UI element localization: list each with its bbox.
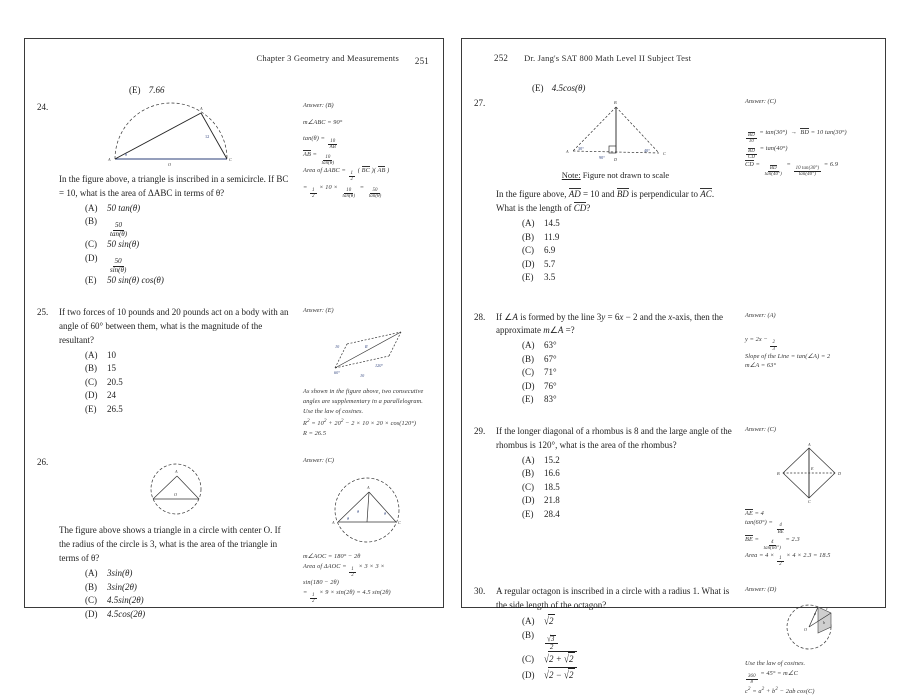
choice-d[interactable] [496, 667, 735, 683]
answer-line-3: $c^2 = a^2 + b^2 - 2ab$ cos(C) [745, 686, 815, 696]
right-page-running-head [474, 53, 873, 71]
choice-e-value: 50 sin(θ) cos(θ) [107, 275, 164, 286]
choice-b[interactable] [59, 362, 293, 376]
problem-26-stem: The figure above shows a triangle in a circle with center O. If the radius of the circle is 3, what is the area of the triangle in terms of θ? [59, 525, 281, 564]
svg-text:A: A [808, 441, 811, 447]
answer-line-1: $\frac{BD}{10}$ = tan(30°) → BD = 10 tan(30°) [748, 128, 847, 144]
svg-text:R: R [365, 344, 368, 350]
answer-line-3: m∠A = 63° [745, 362, 777, 370]
svg-text:C: C [398, 520, 401, 526]
choice-e[interactable] [496, 271, 735, 285]
answer-head: Answer: (C) [745, 425, 776, 433]
answer-line-1: AE = 4 [745, 509, 764, 517]
choice-c-label: (C) [522, 654, 534, 665]
choice-a-value: 50 tan(θ) [107, 202, 141, 213]
svg-text:C: C [808, 498, 811, 504]
problem-30-answer-figure [745, 602, 873, 654]
choice-d-value: $\frac{50}{\sin(\theta)}$ [110, 257, 127, 274]
choice-c-value: 6.9 [544, 245, 556, 256]
choice-c-label: (C) [522, 481, 534, 492]
svg-text:30°: 30° [577, 146, 584, 151]
svg-text:c: c [826, 606, 828, 612]
choice-b[interactable] [496, 231, 735, 245]
svg-text:D: D [838, 470, 842, 476]
answer-line-2: Use the law of cosines. [303, 407, 364, 415]
orphan-choice-e [37, 85, 431, 95]
choice-d-label: (D) [522, 258, 535, 269]
choice-b[interactable] [59, 581, 293, 595]
answer-line-1: m∠AOC = 180° − 2θ [303, 553, 361, 561]
choice-c-value: 18.5 [544, 481, 560, 492]
svg-text:O: O [804, 627, 808, 633]
problem-27-note: Note: Figure not drawn to scale [561, 170, 670, 180]
answer-head: Answer: (A) [745, 311, 776, 319]
svg-text:C: C [662, 151, 666, 156]
answer-line-1: y = 2x − $\frac{2}{3}$ [745, 336, 776, 352]
problem-30 [474, 585, 873, 697]
svg-text:A: A [332, 520, 335, 526]
choice-b-label: (B) [85, 581, 97, 592]
choice-c[interactable] [496, 366, 735, 380]
answer-line-3: AB = $\frac{10}{\tan(\theta)}$ [303, 150, 335, 167]
choice-c[interactable] [496, 244, 735, 258]
svg-text:40°: 40° [643, 148, 650, 153]
choice-e-label: (E) [522, 394, 534, 405]
problem-29-answer [745, 425, 873, 568]
choice-b[interactable] [496, 467, 735, 481]
problem-27-figure [496, 101, 735, 163]
svg-text:10: 10 [360, 373, 365, 379]
choice-a-value: √2 [544, 614, 554, 628]
choice-d-label: (D) [85, 608, 98, 619]
orphan-choice-label: (E) [129, 85, 141, 95]
choice-c-value: 71° [544, 367, 557, 378]
left-page [24, 38, 444, 619]
problem-29-stem: If the longer diagonal of a rhombus is 8 and the large angle of the rhombus is 120°, what is the area of the rhombus? [496, 425, 732, 450]
problem-30-answer [745, 585, 873, 697]
left-page-number: 251 [414, 56, 429, 66]
choice-b-value: 67° [544, 353, 557, 364]
choice-c-label: (C) [85, 376, 97, 387]
choice-e-value: 26.5 [107, 403, 123, 414]
choice-c-label: (C) [522, 367, 534, 378]
answer-line-3: CD = $\frac{BD}{\tan(40^\circ)}$ = $\frac{10 \tan(30^\circ)}{\tan(40^\circ)}$ = 6.9 [745, 161, 839, 177]
problem-24-figure [59, 105, 293, 167]
choice-a-value: 63° [544, 340, 557, 351]
choice-b-label: (B) [85, 363, 97, 373]
choice-e-label: (E) [85, 403, 97, 414]
problem-29-answer-figure [745, 442, 873, 504]
svg-text:12: 12 [205, 134, 210, 139]
problem-28-number: 28. [474, 311, 486, 322]
choice-b[interactable] [496, 353, 735, 367]
answer-line-3: $R^2 = 10^2 + 20^2 - 2 \times 10 \times 20 \times \cos(120^\circ)$ [303, 417, 417, 427]
choice-e[interactable] [496, 508, 735, 522]
svg-text:A: A [200, 106, 203, 111]
svg-text:b: b [823, 620, 826, 626]
choice-b-label: (B) [522, 468, 534, 479]
svg-text:A: A [367, 485, 370, 491]
svg-text:10: 10 [335, 344, 340, 350]
problem-25 [37, 306, 431, 439]
choice-e[interactable] [59, 274, 293, 288]
choice-d-label: (D) [522, 495, 535, 506]
answer-line-1: As shown in the figure above, two consecutive angles are supplementary in a parallelogram. [303, 388, 424, 406]
choice-a[interactable] [496, 217, 735, 231]
answer-head: Answer: (C) [303, 457, 334, 465]
problem-25-answer-figure [303, 322, 431, 382]
choice-a-value: 3sin(θ) [107, 568, 133, 579]
problem-28-answer [745, 311, 873, 372]
choice-a-label: (A) [522, 340, 535, 351]
problem-25-stem: If two forces of 10 pounds and 20 pounds act on a body with an angle of 60° between them, what is the magnitude of the resultant? [59, 306, 289, 345]
choice-c-label: (C) [85, 595, 97, 606]
orphan-choice-value: 4.5cos(θ) [551, 83, 586, 93]
svg-text:θ: θ [357, 509, 360, 515]
choice-e-label: (E) [85, 275, 97, 286]
choice-b-label: (B) [522, 231, 534, 242]
choice-a-value: 14.5 [544, 218, 560, 229]
choice-d-label: (D) [85, 390, 98, 400]
choice-a[interactable] [59, 202, 293, 216]
svg-text:O: O [168, 162, 172, 167]
choice-b-value: 16.6 [544, 468, 560, 479]
problem-25-number: 25. [37, 306, 49, 317]
problem-27-answer [745, 97, 873, 177]
choice-c[interactable] [496, 651, 735, 667]
problem-25-choices [59, 349, 293, 417]
svg-text:θ: θ [384, 511, 387, 517]
answer-line-1: m∠ABC = 90° [303, 118, 343, 126]
choice-d-value: 21.8 [544, 495, 560, 506]
choice-a[interactable] [496, 339, 735, 353]
problem-27-stem: In the figure above, AD = 10 and BD is perpendicular to AC. What is the length of CD? [496, 189, 715, 214]
answer-line-2: $\frac{360}{8}$ = 45° = m∠C [748, 669, 798, 686]
problem-27-number: 27. [474, 98, 486, 108]
choice-a-label: (A) [85, 349, 98, 360]
choice-c[interactable] [496, 481, 735, 495]
choice-d[interactable] [59, 608, 293, 622]
choice-c-label: (C) [522, 245, 534, 256]
problem-24-answer [303, 101, 431, 199]
answer-line-1: Use the law of cosines. [745, 660, 806, 668]
choice-a[interactable] [59, 349, 293, 363]
answer-line-4: = $\frac{1}{2}$ × 9 × sin(2θ) = 4.5 sin(2θ) [303, 588, 391, 605]
problem-24-number: 24. [37, 102, 49, 112]
svg-text:A: A [175, 469, 178, 475]
choice-e-value: 28.4 [544, 508, 560, 519]
answer-line-2: Area of ΔAOC = $\frac{1}{2}$ × 3 × 3 × [303, 562, 385, 578]
choice-d-value: 76° [544, 380, 557, 391]
choice-b-label: (B) [522, 629, 534, 640]
problem-24 [37, 101, 431, 288]
orphan-choice-label: (E) [532, 83, 544, 93]
answer-line-4: R = 26.5 [303, 429, 327, 437]
choice-b-value: 3sin(2θ) [107, 581, 137, 592]
problem-30-number: 30. [474, 586, 486, 597]
answer-line-3: sin(180 − 2θ) [303, 579, 339, 587]
choice-c-label: (C) [85, 239, 97, 250]
choice-a-value: 10 [107, 349, 116, 360]
chapter-title: Chapter 3 Geometry and Measurements [256, 53, 399, 63]
choice-e-label: (E) [522, 508, 534, 519]
svg-text:60°: 60° [334, 370, 340, 376]
choice-c[interactable] [59, 238, 293, 252]
problem-29-number: 29. [474, 425, 486, 436]
answer-line-4: Area = 4 × $\frac{1}{2}$ × 4 × 2.3 = 18.5 [745, 552, 831, 568]
answer-line-2: Slope of the Line = tan(∠A) = 2 [745, 352, 831, 360]
choice-a-label: (A) [85, 568, 98, 579]
choice-b[interactable] [59, 215, 293, 238]
choice-a-label: (A) [522, 454, 535, 465]
svg-text:A: A [108, 157, 111, 162]
choice-b-value: $\frac{√3}{2}$ [544, 629, 559, 652]
choice-d-value: 4.5cos(2θ) [107, 608, 146, 619]
orphan-choice-e [474, 83, 873, 93]
choice-b-value: 11.9 [544, 231, 560, 242]
answer-head: Answer: (E) [303, 306, 334, 314]
choice-d[interactable] [59, 389, 293, 403]
choice-a[interactable] [59, 567, 293, 581]
problem-26-number: 26. [37, 457, 49, 468]
book-title: Dr. Jang's SAT 800 Math Level II Subject Test [524, 53, 692, 63]
answer-head: Answer: (C) [745, 98, 776, 105]
choice-b-label: (B) [85, 216, 97, 227]
svg-text:C: C [229, 157, 232, 162]
choice-c[interactable] [59, 376, 293, 390]
answer-line-2: tan(θ) = $\frac{10}{AB}$ [303, 134, 336, 150]
choice-a-label: (A) [522, 616, 535, 627]
svg-text:120°: 120° [375, 363, 383, 369]
orphan-choice-value: 7.66 [148, 85, 165, 95]
svg-text:90°: 90° [598, 155, 605, 160]
svg-text:θ: θ [125, 152, 128, 157]
problem-24-stem: In the figure above, a triangle is inscribed in a semicircle. If BC = 10, what is the area of ΔABC in terms of θ? [59, 174, 289, 198]
choice-e-value: 83° [544, 394, 557, 405]
choice-a[interactable] [496, 454, 735, 468]
choice-d-value: √2 − √2 [544, 667, 577, 683]
choice-d-label: (D) [522, 669, 535, 680]
choice-c-value: 4.5sin(2θ) [107, 595, 144, 606]
problem-30-choices [496, 614, 735, 682]
problem-27-choices [496, 217, 735, 285]
problem-26-answer [303, 456, 431, 604]
problem-30-stem: A regular octagon is inscribed in a circle with a radius 1. What is the side length of the octagon? [496, 586, 730, 611]
right-page [461, 38, 886, 696]
right-page-number: 252 [494, 53, 509, 63]
choice-c-value: 50 sin(θ) [107, 239, 140, 250]
answer-line-5: = $\frac{1}{2}$ × 10 × $\frac{10}{\tan(\theta)}$ = $\frac{50}{\tan(\theta)}$ [303, 183, 382, 199]
choice-c[interactable] [59, 594, 293, 608]
choice-d[interactable] [59, 252, 293, 275]
svg-text:a: a [814, 611, 817, 617]
answer-head: Answer: (B) [303, 102, 334, 109]
answer-line-4: Area of ΔABC = $\frac{1}{2}$ ( BC )( AB ) [303, 167, 390, 183]
choice-b-label: (B) [522, 353, 534, 364]
svg-text:E: E [811, 465, 814, 471]
choice-e[interactable] [496, 393, 735, 407]
problem-24-choices [59, 202, 293, 288]
choice-c-value: √2 + √2 [544, 651, 577, 667]
answer-line-2: $\frac{BD}{CD}$ = tan(40°) [748, 145, 788, 161]
choice-e[interactable] [59, 403, 293, 417]
choice-d-label: (D) [522, 380, 535, 391]
svg-text:B: B [613, 100, 617, 105]
problem-27 [474, 97, 873, 285]
problem-26 [37, 456, 431, 621]
problem-26-figure [59, 460, 293, 518]
left-page-running-head [37, 53, 431, 71]
choice-a-label: (A) [85, 202, 98, 213]
problem-29-choices [496, 454, 735, 522]
choice-d[interactable] [496, 380, 735, 394]
svg-text:D: D [613, 157, 617, 162]
problem-25-answer [303, 306, 431, 439]
choice-d[interactable] [496, 258, 735, 272]
choice-a-label: (A) [522, 218, 535, 229]
problem-26-choices [59, 567, 293, 621]
choice-c-value: 20.5 [107, 376, 123, 387]
choice-b[interactable] [496, 629, 735, 652]
problem-28-choices [496, 339, 735, 407]
choice-d-label: (D) [85, 252, 98, 263]
choice-e-label: (E) [522, 272, 534, 283]
choice-a-value: 15.2 [544, 454, 560, 465]
choice-b-value: $\frac{50}{\tan(\theta)}$ [110, 221, 128, 238]
problem-29 [474, 425, 873, 568]
choice-b-value: 15 [107, 363, 116, 373]
choice-e-value: 3.5 [544, 272, 556, 283]
svg-text:A: A [565, 149, 569, 154]
answer-head: Answer: (D) [745, 586, 777, 594]
choice-d[interactable] [496, 494, 735, 508]
problem-28-stem: If ∠A is formed by the line 3y = 6x − 2 and the x-axis, then the approximate m∠A =? [496, 311, 723, 336]
problem-26-answer-figure [303, 473, 431, 547]
choice-d-value: 5.7 [544, 258, 556, 269]
problem-28 [474, 311, 873, 407]
svg-text:O: O [174, 492, 178, 498]
choice-d-value: 24 [107, 390, 116, 400]
answer-line-2: tan(60°) = $\frac{4}{BE}$ [745, 519, 784, 535]
answer-line-3: BE = $\frac{4}{\tan(60^\circ)}$ = 2.3 [745, 535, 800, 551]
choice-a[interactable] [496, 614, 735, 629]
svg-text:B: B [777, 470, 780, 476]
svg-text:θ: θ [347, 516, 350, 522]
